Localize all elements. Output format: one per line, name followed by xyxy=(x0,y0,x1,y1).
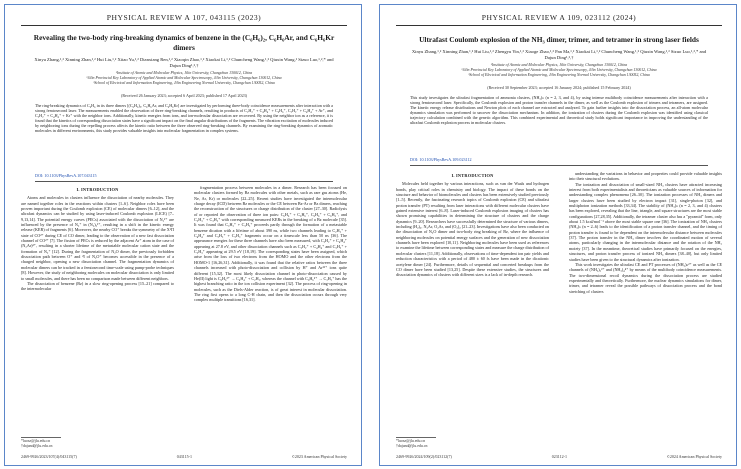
footer-issn: 2469-9926/2024/109(2)/023112(7) xyxy=(396,454,452,459)
footer-copyright: ©2024 American Physical Society xyxy=(666,454,722,459)
received-dates: (Received 30 September 2023; accepted 16 January 2024; published 15 February 2024) xyxy=(487,85,631,90)
affiliation-1: ¹Institute of Atomic and Molecular Physics, Jilin University, Changchun 130012, China xyxy=(490,63,628,67)
section-title: I. INTRODUCTION xyxy=(451,173,494,178)
paragraph: This work investigates the ultrafast CE and PT processes of (NH₃)ₙ²⁺ as well as the CE channels of (NH₃)₃³⁺ and (NH₃)₄⁴⁺ by means of the multibody coincidence measurements. The two-dimensional recoil dynamics during the dissociation process are studied experimentally and theoretically. Furthermore, the nuclear dynamics simulations for dimer, trimer, and tetramer reveal the possible pathways of dissociation process and the bond stretching of clusters xyxy=(569,261,722,294)
affiliation-1: ¹Institute of Atomic and Molecular Physics, Jilin University, Changchun 130012, China xyxy=(115,71,253,75)
footnote-email: *luosz@jlu.edu.cn xyxy=(396,439,426,443)
column-left xyxy=(396,171,549,278)
author-list: Xinyu Zhang,¹,² Xinning Zhan,¹,² Hui Liu,¹,² Xitao Yu,¹,² Dianxiang Ren,¹,² Xiaoqin Zhao,¹,² Xiaokai Li,¹,² Chuncheng Wang,¹,² Qiuxin Wang,¹ Sizuo Luo,¹,²,* and Dajun Ding¹,²,† xyxy=(34,57,334,68)
paragraph: The dissociation of benzene (Bz) in a slow ring-opening process [15–21] compared to the intermolecular xyxy=(21,280,174,292)
abstract: The ring-breaking dynamics of C₆H₆ in its three dimers [(C₆H₆)₂, C₆H₆Ar, and C₆H₆Kr] are investigated by performing three-body coincidence measurements after interaction with a strong femtosecond laser. The measurements enabled the observation of three ring-breaking channels, resulting in products of C₂H₂⁺ + C₄H₄⁺ + C₆H₆⁺, C₂H₂⁺ + C₄H₄⁺ + Ar⁺, and C₂H₂⁺ + C₄H₄⁺ + Kr⁺ with the neighbor ions. Additionally, kinetic energies from ions, and ion-molecular dissociation are recovered. By using the neighbor ion as a reference, it is found that the kinetics of corresponding dissociation states have a significant impact on the final angular distributions of the fragments. The vibration excitation of molecules induced by neighboring ions during the repelling process affects the kinetic ratio between the three observed ring-breaking channels. By examining the ring-breaking dynamics of aromatic molecules in different environments, this study provides valuable insights into molecular fragmentation in complex systems. xyxy=(35,103,333,134)
paper-title: Ultrafast Coulomb explosion of the NH₃ dimer, trimer, and tetramer in strong laser fields xyxy=(419,35,699,44)
journal-header: PHYSICAL REVIEW A 109, 023112 (2024) xyxy=(481,13,637,22)
footnote-rule xyxy=(21,437,61,438)
footer-copyright: ©2023 American Physical Society xyxy=(291,454,347,459)
footer-issn: 2469-9926/2023/107(4)/043115(7) xyxy=(21,454,77,459)
paragraph: fragmentation process between molecules in a dimer. Research has been focused on molecular clusters formed by Bz molecules with other metals, such as rare gas atoms (He, Ne, Ar, Kr) or molecules [22–25]. Recent studies have investigated the intermolecular charge decay (ICD) between Bz molecules or the CE between Bz-Ar or Bz dimers, reaching the reconstruction of the structures or charge distribution of the cluster [27–30]. Radiolysis of or reported the observation of three ion pairs: C₆H₆⁺ + C₆H₆⁺, C₆H₆⁺ + C₆H₆⁺, and C₃H₃⁺ + C₃H₃⁺ with corresponding measured KERs in the breaking of a Bz molecule [35]. It was found that C₃H₃⁺ + C₃H₃⁺ proceeds partly through the formation of a metastable benzene dication with a lifetime of about 390 ns, while two channels leading to C₂H₂⁺ + C₄H₄⁺ and C₃H₃⁺ + C₃H₃⁺ fragments occur on a timescale less than 50 ns [36]. The appearance energies for these three channels have also been measured, with C₂H₂⁺ + C₄H₄⁺ appearing at 27.8 eV, and other dissociation channels such as C₂H₂⁺ + C₄H₄⁺ and C₃H₃⁺ + C₃H₃⁺ appearing at 29.5 eV [18,19]. The corresponding states have been assigned, which arise from the loss of two electrons from the HOMO and the other electrons from the HOMO-1 [16,26,31]. Additionally, it was found that the relative ratios between the three channels increased with photo-dissociation and collision by H⁺ and Ar¹³⁺ ions quite different [15,32]. The most likely dissociation channel in photo-dissociation caused by He(II) light is C₆H₆²⁺ → C₄H₄⁺ + C₂H₂, whereas the channel with C₆H₆²⁺ → C₃H₃⁺ has the highest branching ratio in the ion collision experiment [32]. The process of ring-opening in molecules, such as the Diels-Alder reaction, is of great interest in molecular dissociation. The ring first opens to a long C-H chain, and then the dissociation occurs through very complex multiple transitions [16,31]. xyxy=(194,185,347,303)
author-list: Xinyu Zhang,¹,² Xinning Zhan,¹,² Hui Liu,¹,² Zhengyu Yin,¹,² Xiaoge Zhao,¹,² Pan Ma,¹,² Xiaokai Li,¹,² Chuncheng Wang,¹,² Qiuxin Wang,¹,³ Sizuo Luo,¹,²,* and Dajun Ding¹,²,† xyxy=(411,49,707,60)
affiliation-3: ³School of Electrical and Information Engineering, Jilin Engineering Normal University, Changchun 130052, China xyxy=(468,73,650,77)
affiliation-2: ²Jilin Provincial Key Laboratory of Applied Atomic and Molecular Spectroscopy, Jilin University, Changchun 130012, China xyxy=(461,68,657,72)
paper-page-right xyxy=(379,4,737,466)
paper-page-left xyxy=(4,4,362,466)
footer-page-number: 023112-1 xyxy=(551,454,567,459)
abstract-rule xyxy=(410,165,708,166)
page-footer xyxy=(396,454,722,459)
column-right xyxy=(194,185,347,303)
header-rule xyxy=(21,25,347,26)
footnotes xyxy=(396,439,427,449)
paper-title: Revealing the two-body ring-breaking dynamics of benzene in the (C₆H₆)₂, C₆H₆Ar, and C₆H₆Kr dimers xyxy=(33,33,335,52)
column-left xyxy=(21,185,174,292)
abstract: This study investigates the ultrafast fragmentation of ammonia clusters, (NH₃)ₙ (n = 2, 3, and 4), by using intense multibody coincidence measurements after interaction with a strong femtosecond laser. Specifically, the Coulomb explosion and proton transfer channels in the dimer, as well as the Coulomb explosion of trimers and tetramers, are assigned. The kinetic energy release distributions and Newton plots of each channel are extracted and analyzed. To gain further insights into the dissociation process, an all-atom molecular dynamics simulation was performed to uncover the dissociation mechanism. In addition, the ionization of clusters during the Coulomb explosion was identified using classical trajectory calculation combined with the genetic algorithm. This combined experimental and theoretical study holds significant importance in improving the understanding of the ultrafast Coulomb explosion process in molecular clusters. xyxy=(410,95,708,126)
affiliation-2: ²Jilin Provincial Key Laboratory of Applied Atomic and Molecular Spectroscopy, Jilin University, Changchun 130012, China xyxy=(86,76,282,80)
footnote-email: †dajund@jlu.edu.cn xyxy=(396,444,428,448)
header-rule xyxy=(396,25,722,26)
paragraph: The ionization and dissociation of small-sized NH₃ clusters have attracted increasing interest from both experimentalists and theoreticians as valuable sources of information for understanding complex phenomena [26–30]. The ionization processes of NH₃ dimers and larger clusters have been studied by electron impact [31], single-photon [32], and multiphoton ionization methods [33,34]. The stability of (NH₃)ₙ (n = 2, 3, and 4) clusters has been explored, revealing that the line, triangle, and square structures are the most stable configurations [27,28,35]. Additionally, the tetramer cluster also has a "pyramid" form, only about 1.5 kcal/mol⁻¹ above the most stable square one [36]. The ionization of NH₃ clusters (NH₃)ₙ (n = 2–6) leads to the identification of a proton transfer channel, and the timing of proton transfer is found to be dependent on the intermolecular distance between molecules [37]. The proton transfer in the NH₃ dimer involves the coordinated motion of several atoms, particularly changing in the intermolecular distance and the rotation of the NH₃ moiety [37]. In the meantime, theoretical studies have primarily focused on the energies, structures, and proton transfer process of ionized NH₃ dimers [38–40], but only limited studies have been given to the structural dynamics after ionization. xyxy=(569,181,722,262)
footnotes xyxy=(21,439,52,449)
footnote-rule xyxy=(396,437,436,438)
paragraph: understanding the variations in behavior and properties could provide valuable insights into their structural evolutions. xyxy=(569,171,722,182)
page-footer xyxy=(21,454,347,459)
received-dates: (Received 26 January 2023; accepted 6 April 2023; published 17 April 2023) xyxy=(120,93,248,98)
footnote-email: *luosz@jlu.edu.cn xyxy=(21,439,51,443)
paragraph: Atoms and molecules in clusters influence the dissociation of nearby molecules. They are named together roles in the reactions within clusters [1–6]. Neighbor roles have been proven important during the Coulomb explosion (CE) of molecular dimers [6–12], and the ultrafast dynamics can be studied by using laser-induced Coulomb explosion (LICE) [7–9,13,14]. The potential energy curves (PECs) associated with the dissociation of N₂²⁺ are influenced by the presence of N₂⁺ in (N₂)₂³⁺, resulting in a shift in the kinetic energy release (KER) of fragments [6]. Moreover, the nearby CO⁺ breaks the symmetry of the X¹Π state of CO²⁺ during CE of CO dimer, leading to the observation of a new fast dissociation channel of CO²⁺ [7]. The fission of PECs is reduced by the adjacent Ar⁺ atom in the case of (N₂Ar)²⁺, resulting in a shorter lifetime of the metastable molecular cation state and the formation of N₂⁺ [12]. During the fragmentation of N₂O dimer, the previously forbidden dissociation path between O⁺ and ²I of N₂O⁺ becomes accessible in the presence of a charged neighbor, opening a new dissociation channel. The fragmentation dynamics of molecular dimers can be tracked in a femtosecond time-scale using pump-probe techniques [8]. However, the study of neighboring molecules on molecular dissociation is only limited to small molecules, and there has been no comparison made between different neighbors. xyxy=(21,195,174,281)
affiliation-3: ³School of Electrical and Information Engineering, Jilin Engineering Normal University, Changchun 130052, China xyxy=(93,81,275,85)
paragraph: Molecules held together by various interactions, such as van der Waals and hydrogen bonds, play critical roles in chemistry and biology. The impact of these bonds on the structure and behavior of biomolecules and clusters has been extensively studied previously [1–5]. Recently, the fascinating research topics of Coulomb explosion (CE) and ultrafast proton transfer (PT) resulting from laser interactions with different molecular clusters have gained extensive interest [6–8]. Laser-induced Coulomb explosion imaging of clusters has shown promising capabilities in determining the structure of clusters and the charge dynamics [9–20]. Researchers have successfully determined the structure of various dimers, including (H₂)₂, N₂Ar, O₂Ar, and (O₂)₂ [21–23]. Investigations have also been conducted on the dissociation of N₂O dimer and two-body ring breaking of Bz, where the influence of neighboring molecules on potential energy surfaces and the generation of new dissociation channels have been explored [10,11]. Neighboring molecules have been used as references to examine the lifetime between corresponding states and measure the charge distribution of molecular clusters [11,18]. Additionally, observations of time-dependent ion pair yields and reduction characteristics with a period of 480 ± 60 fs have been made in the dicationic acetylene dimer [24]. Furthermore, details of sequential and concerted breakups from the CO dimer have been studied [13,25]. Despite these extensive studies, the structures and dissociation dynamics of clusters with different sizes is a lack of in-depth research. xyxy=(396,181,549,278)
footnote-email: †dajund@jlu.edu.cn xyxy=(21,444,53,448)
journal-header: PHYSICAL REVIEW A 107, 043115 (2023) xyxy=(106,13,262,22)
section-title: I. INTRODUCTION xyxy=(76,187,119,192)
footer-page-number: 043115-1 xyxy=(176,454,192,459)
abstract-rule xyxy=(35,181,333,182)
column-right xyxy=(569,171,722,294)
doi-link[interactable]: DOI: 10.1103/PhysRevA.109.023112 xyxy=(410,157,472,162)
doi-link[interactable]: DOI: 10.1103/PhysRevA.107.043115 xyxy=(35,173,97,178)
